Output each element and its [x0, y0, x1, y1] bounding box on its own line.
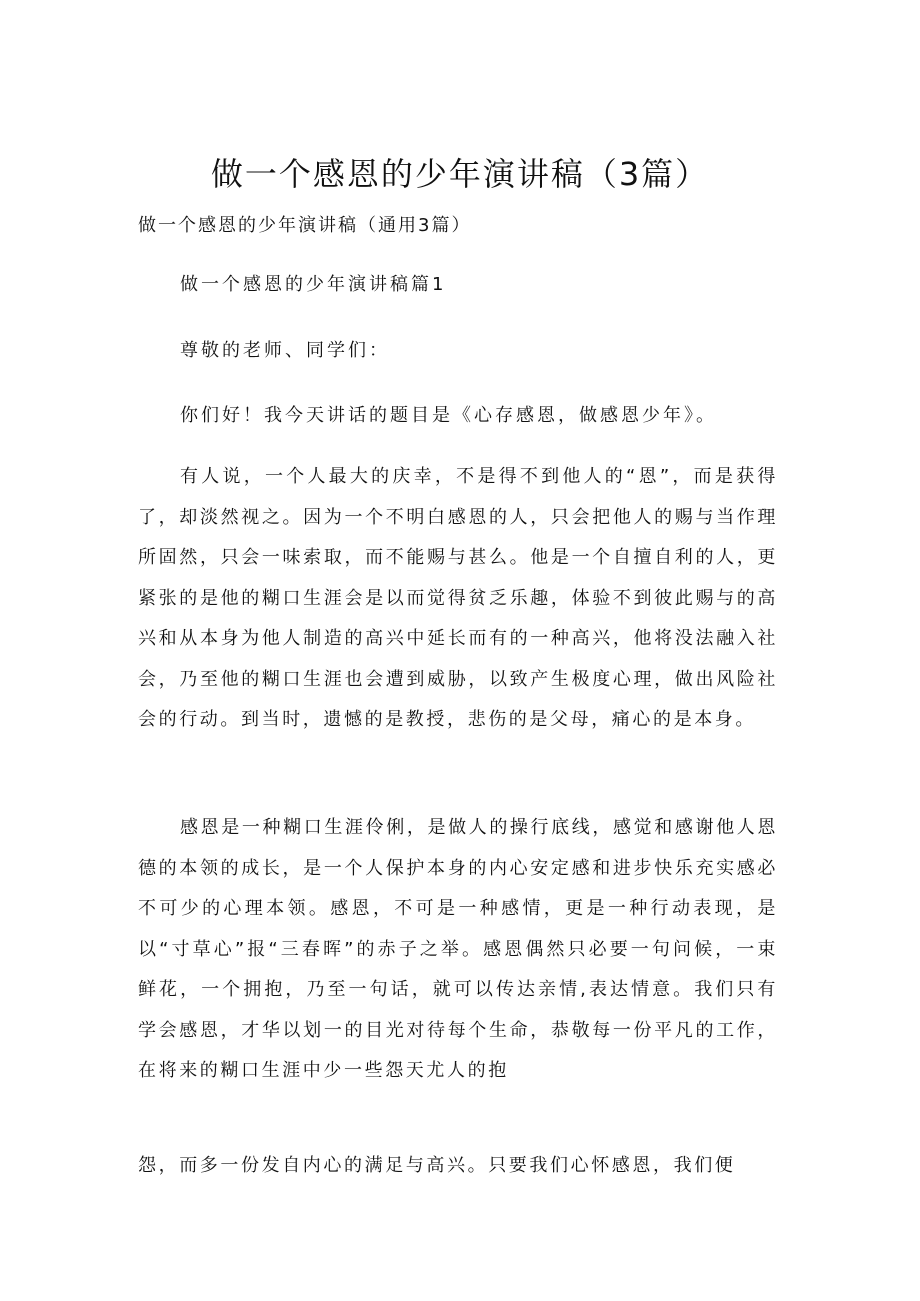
paragraph-3: 怨，而多一份发自内心的满足与高兴。只要我们心怀感恩，我们便 [138, 1155, 736, 1176]
section-heading: 做一个感恩的少年演讲稿篇1 [180, 274, 447, 295]
salutation: 尊敬的老师、同学们： [180, 340, 390, 361]
document-subtitle: 做一个感恩的少年演讲稿（通用3篇） [138, 215, 472, 236]
greeting: 你们好！我今天讲话的题目是《心存感恩，做感恩少年》。 [180, 405, 717, 426]
paragraph-1: 有人说，一个人最大的庆幸，不是得不到他人的“恩”，而是获得了，却淡然视之。因为一个不明白感恩的人，只会把他人的赐与当作理所固然，只会一味索取，而不能赐与甚么。他是一个自擅自利的人，更紧张的是他的糊口生涯会是以而觉得贫乏乐趣，体验不到彼此赐与的高兴和从本身为他人制造的高兴中延长而有的一种高兴，他将没法融入社会，乃至他的糊口生涯也会遭到威胁，以致产生极度心理，做出风险社会的行动。到当时，遗憾的是教授，悲伤的是父母，痛心的是本身。 [138, 466, 778, 730]
document-title: 做一个感恩的少年演讲稿（3篇） [210, 155, 710, 193]
paragraph-2: 感恩是一种糊口生涯伶俐，是做人的操行底线，感觉和感谢他人恩德的本领的成长，是一个人保护本身的内心安定感和进步快乐充实感必不可少的心理本领。感恩，不可是一种感情，更是一种行动表现，是以“寸草心”报“三春晖”的赤子之举。感恩偶然只必要一句问候，一束鲜花，一个拥抱，乃至一句话，就可以传达亲情,表达情意。我们只有学会感恩，才华以划一的目光对待每个生命，恭敬每一份平凡的工作，在将来的糊口生涯中少一些怨天尤人的抱 [138, 817, 778, 1081]
